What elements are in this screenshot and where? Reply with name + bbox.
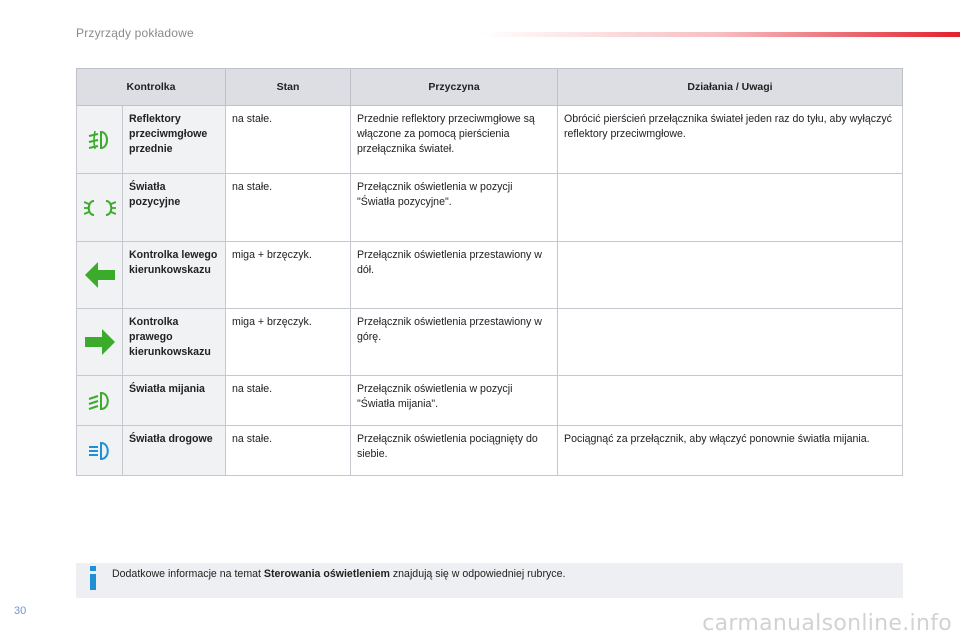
- indicator-name: Kontrolka prawego kierunkowskazu: [123, 309, 226, 376]
- right-turn-indicator-icon: [85, 329, 115, 355]
- indicator-state: miga + brzęczyk.: [226, 242, 351, 309]
- info-icon: [86, 566, 100, 590]
- indicator-cause: Przełącznik oświetlenia w pozycji "Światła pozycyjne".: [351, 174, 558, 242]
- indicator-action: [558, 309, 903, 376]
- indicator-state: na stałe.: [226, 174, 351, 242]
- info-note-text: Dodatkowe informacje na temat Sterowania oświetleniem znajdują się w odpowiedniej rubryce.: [112, 568, 566, 580]
- section-title: Przyrządy pokładowe: [76, 26, 194, 40]
- table-row: [77, 376, 903, 426]
- indicator-name: Reflektory przeciwmgłowe przednie: [123, 106, 226, 174]
- table-row: [77, 426, 903, 476]
- table-row: [77, 309, 903, 376]
- indicator-cause: Przednie reflektory przeciwmgłowe są włączone za pomocą pierścienia przełącznika świateł.: [351, 106, 558, 174]
- column-header-indicator: Kontrolka: [77, 69, 226, 106]
- indicator-state: na stałe.: [226, 426, 351, 476]
- dipped-beam-icon: [87, 391, 113, 411]
- indicator-cause: Przełącznik oświetlenia przestawiony w dół.: [351, 242, 558, 309]
- indicator-name: Światła drogowe: [123, 426, 226, 476]
- watermark: carmanualsonline.info: [702, 611, 952, 636]
- page-number: 30: [14, 605, 27, 617]
- left-turn-indicator-icon: [85, 262, 115, 288]
- indicator-name: Światła mijania: [123, 376, 226, 426]
- indicator-action: Obrócić pierścień przełącznika świateł jeden raz do tyłu, aby wyłączyć reflektory przeciwmgłowe.: [558, 106, 903, 174]
- header-accent-bar: [480, 32, 960, 37]
- info-note-link-text: Sterowania oświetleniem: [263, 568, 390, 580]
- indicator-action: [558, 376, 903, 426]
- main-beam-icon: [87, 441, 113, 461]
- indicator-cause: Przełącznik oświetlenia w pozycji "Światła mijania".: [351, 376, 558, 426]
- warning-lights-table: [76, 68, 903, 476]
- table-header-row: [77, 69, 903, 106]
- indicator-state: miga + brzęczyk.: [226, 309, 351, 376]
- front-fog-light-icon: [86, 129, 114, 151]
- indicator-action: [558, 242, 903, 309]
- indicator-state: na stałe.: [226, 106, 351, 174]
- column-header-state: Stan: [226, 69, 351, 106]
- indicator-name: Światła pozycyjne: [123, 174, 226, 242]
- indicator-name: Kontrolka lewego kierunkowskazu: [123, 242, 226, 309]
- column-header-actions: Działania / Uwagi: [558, 69, 903, 106]
- indicator-state: na stałe.: [226, 376, 351, 426]
- column-header-cause: Przyczyna: [351, 69, 558, 106]
- indicator-action: [558, 174, 903, 242]
- table-row: [77, 174, 903, 242]
- indicator-cause: Przełącznik oświetlenia przestawiony w górę.: [351, 309, 558, 376]
- table-row: [77, 106, 903, 174]
- sidelights-icon: [84, 198, 116, 218]
- indicator-action: Pociągnąć za przełącznik, aby włączyć ponownie światła mijania.: [558, 426, 903, 476]
- indicator-cause: Przełącznik oświetlenia pociągnięty do siebie.: [351, 426, 558, 476]
- table-row: [77, 242, 903, 309]
